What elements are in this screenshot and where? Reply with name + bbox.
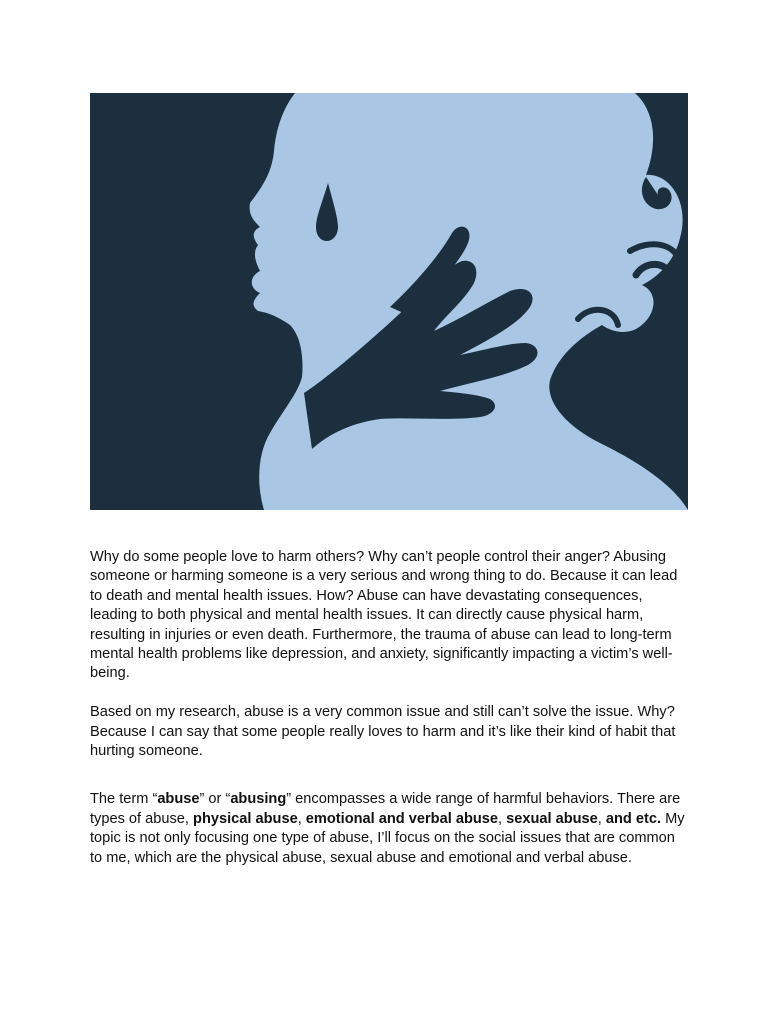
term-emotional-verbal-abuse: emotional and verbal abuse bbox=[305, 810, 499, 827]
silhouette-icon bbox=[90, 93, 688, 510]
body-text bbox=[90, 548, 690, 868]
abuse-illustration-image bbox=[90, 93, 688, 510]
term-abuse: abuse bbox=[157, 791, 200, 808]
paragraph-3-text: , bbox=[498, 810, 507, 827]
paragraph-3-text: My topic is not only focusing one type of abuse, I’ll focus on the social issues that are common to me, which are the physical abuse, sexual abuse and emotional and verbal abuse. bbox=[90, 810, 685, 866]
term-sexual-abuse: sexual abuse bbox=[506, 810, 598, 827]
paragraph-3-text: , bbox=[297, 810, 306, 827]
paragraph-3-text: ” encompasses a wide range of harmful behaviors. There are types of abuse, bbox=[90, 791, 681, 827]
term-physical-abuse: physical abuse bbox=[193, 810, 298, 827]
term-and-etc: and etc. bbox=[605, 810, 662, 827]
paragraph-1: Why do some people love to harm others? Why can’t people control their anger? Abusing someone or harming someone is a very serious and wrong thing to do. Because it can lead to death and mental health issues. How? Abuse can have devastating consequences, leading to both physical and mental health issues. It can directly cause physical harm, resulting in injuries or even death. Furthermore, the trauma of abuse can lead to long-term mental health problems like depression, and anxiety, significantly impacting a victim’s well-being. bbox=[90, 549, 678, 682]
paragraph-3-text: ” or “ bbox=[199, 791, 231, 808]
paragraph-3 bbox=[90, 790, 690, 868]
paragraph-2: Based on my research, abuse is a very common issue and still can’t solve the issue. Why? Because I can say that some people really loves to harm and it’s like their kind of habit that hurting someone. bbox=[90, 704, 676, 760]
paragraph-3-text: The term “ bbox=[90, 791, 158, 808]
term-abusing: abusing bbox=[230, 791, 287, 808]
paragraph-3-text: , bbox=[597, 810, 606, 827]
